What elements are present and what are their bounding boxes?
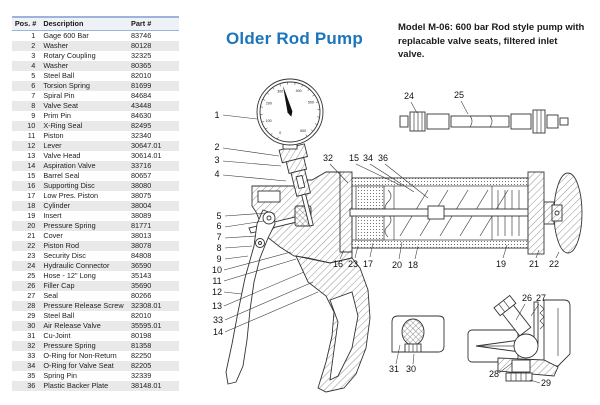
callout-label-1: 1 — [214, 110, 220, 120]
callout-leader — [225, 282, 313, 320]
dial-number: 0 — [279, 131, 282, 136]
callout-label-12: 12 — [211, 287, 223, 297]
page-title: Older Rod Pump — [226, 29, 363, 48]
part-number-cell: 82495 — [131, 121, 152, 130]
pos-cell: 9 — [31, 111, 36, 120]
callout-leader — [223, 175, 286, 181]
callout-leader — [225, 236, 256, 238]
description-cell: Valve Seat — [43, 101, 79, 110]
description-cell: Valve Head — [43, 151, 81, 160]
description-cell: Pressure Release Screw — [43, 301, 124, 310]
callout-label-26: 26 — [521, 293, 533, 303]
callout-label-10: 10 — [211, 265, 223, 275]
part-number-cell: 80198 — [131, 331, 152, 340]
part-number-cell: 84684 — [131, 91, 152, 100]
column-header: Pos. # — [12, 17, 41, 31]
description-cell: X-Ring Seal — [43, 121, 83, 130]
pos-cell: 13 — [27, 151, 36, 160]
callout-label-36: 36 — [377, 153, 389, 163]
description-cell: Torsion Spring — [43, 81, 90, 90]
callout-label-30: 30 — [405, 364, 417, 374]
hose-assembly — [400, 110, 568, 133]
dial-number: 500 — [307, 100, 314, 105]
description-cell: Rotary Coupling — [43, 51, 96, 60]
callout-leader — [223, 161, 281, 166]
piston-rod — [350, 209, 550, 216]
callout-leader — [224, 292, 242, 294]
part-number-cell: 80266 — [131, 291, 152, 300]
description-cell: Cu-Joint — [43, 331, 71, 340]
part-number-cell: 32325 — [131, 51, 152, 60]
callout-label-28: 28 — [488, 369, 500, 379]
description-cell: Steel Ball — [43, 311, 75, 320]
callout-label-24: 24 — [403, 91, 415, 101]
callout-label-18: 18 — [407, 260, 419, 270]
pos-cell: 10 — [27, 121, 36, 130]
description-cell: Barrel Seal — [43, 171, 80, 180]
part-number-cell: 35143 — [131, 271, 152, 280]
pos-cell: 36 — [27, 381, 36, 390]
pos-cell: 3 — [31, 51, 36, 60]
description-cell: Aspiration Valve — [43, 161, 96, 170]
pos-cell: 34 — [27, 361, 36, 370]
part-number-cell: 38148.01 — [131, 381, 162, 390]
callout-label-14: 14 — [212, 327, 224, 337]
callout-leader — [556, 252, 559, 258]
pos-cell: 21 — [27, 231, 36, 240]
part-number-cell: 82205 — [131, 361, 152, 370]
description-cell: Cover — [43, 231, 63, 240]
pos-cell: 15 — [27, 171, 36, 180]
pos-cell: 27 — [27, 291, 36, 300]
description-cell: Pressure Spring — [43, 341, 96, 350]
dial-number: 200 — [265, 101, 272, 106]
part-number-cell: 84808 — [131, 251, 152, 260]
part-number-cell: 33716 — [131, 161, 152, 170]
callout-leader — [225, 246, 252, 248]
callout-label-5: 5 — [216, 211, 222, 221]
part-number-cell: 38080 — [131, 181, 152, 190]
description-cell: Pressure Spring — [43, 221, 96, 230]
description-cell: Low Pres. Piston — [43, 191, 99, 200]
callout-leader — [411, 102, 417, 113]
part-number-cell: 38075 — [131, 191, 152, 200]
pos-cell: 26 — [27, 281, 36, 290]
pump-grip — [296, 256, 370, 392]
callout-leader — [461, 101, 468, 114]
steel-ball-detail — [514, 334, 538, 358]
callout-label-13: 13 — [211, 301, 223, 311]
part-number-cell: 36590 — [131, 261, 152, 270]
part-number-cell: 82010 — [131, 311, 152, 320]
pressure-gauge — [257, 79, 323, 149]
part-number-cell: 30614.01 — [131, 151, 162, 160]
pos-cell: 16 — [27, 181, 36, 190]
description-cell: Spiral Pin — [43, 91, 75, 100]
pos-cell: 6 — [31, 81, 36, 90]
description-cell: Hose - 12" Long — [43, 271, 96, 280]
pos-cell: 25 — [27, 271, 36, 280]
detail-valve-head — [468, 295, 570, 381]
pos-cell: 5 — [31, 71, 36, 80]
part-number-cell: 82250 — [131, 351, 152, 360]
description-cell: Lever — [43, 141, 62, 150]
pos-cell: 23 — [27, 251, 36, 260]
description-cell: Air Release Valve — [43, 321, 101, 330]
description-cell: Spring Pin — [43, 371, 77, 380]
part-number-cell: 83746 — [131, 31, 152, 40]
description-cell: O-Ring for Non-Return — [43, 351, 117, 360]
callout-label-16: 16 — [332, 259, 344, 269]
description-cell: Filler Cap — [43, 281, 75, 290]
pos-cell: 35 — [27, 371, 36, 380]
description-cell: Supporting Disc — [43, 181, 95, 190]
description-cell: Prim Pin — [43, 111, 71, 120]
part-number-cell: 81358 — [131, 341, 152, 350]
callout-label-6: 6 — [216, 221, 222, 231]
description-cell: Security Disc — [43, 251, 86, 260]
part-number-cell: 32308.01 — [131, 301, 162, 310]
callout-leader — [413, 354, 414, 364]
pos-cell: 12 — [27, 141, 36, 150]
callout-label-3: 3 — [214, 155, 220, 165]
callout-label-33: 33 — [212, 315, 224, 325]
callout-label-29: 29 — [540, 378, 552, 388]
callout-leader — [223, 148, 279, 156]
pos-cell: 4 — [31, 61, 36, 70]
dial-number: 100 — [265, 118, 272, 123]
part-number-cell: 30647.01 — [131, 141, 162, 150]
pos-cell: 29 — [27, 311, 36, 320]
callout-label-31: 31 — [388, 364, 400, 374]
pos-cell: 8 — [31, 101, 36, 110]
part-number-cell: 80128 — [131, 41, 152, 50]
part-number-cell: 80365 — [131, 61, 152, 70]
pos-cell: 33 — [27, 351, 36, 360]
description-cell: Insert — [43, 211, 62, 220]
description-cell: Gage 600 Bar — [43, 31, 89, 40]
callout-label-27: 27 — [535, 293, 547, 303]
callout-label-21: 21 — [528, 259, 540, 269]
pos-cell: 28 — [27, 301, 36, 310]
callout-label-4: 4 — [214, 169, 220, 179]
pos-cell: 7 — [31, 91, 36, 100]
part-number-cell: 43448 — [131, 101, 152, 110]
barrel — [338, 172, 554, 254]
callout-label-32: 32 — [322, 153, 334, 163]
callout-leader — [530, 380, 540, 383]
callout-label-9: 9 — [216, 254, 222, 264]
dial-number: 400 — [295, 88, 302, 93]
pos-cell: 1 — [31, 31, 36, 40]
pos-cell: 20 — [27, 221, 36, 230]
description-cell: Piston — [43, 131, 64, 140]
pos-cell: 31 — [27, 331, 36, 340]
dial-number: 300 — [277, 89, 284, 94]
description-cell: Washer — [43, 61, 69, 70]
description-cell: Hydraulic Connector — [43, 261, 110, 270]
part-number-cell: 38078 — [131, 241, 152, 250]
model-description: Model M-06: 600 bar Rod style pump with replacable valve seats, filtered inlet valve. — [398, 22, 585, 60]
column-header: Description — [41, 17, 129, 31]
part-number-cell: 35690 — [131, 281, 152, 290]
description-cell: Seal — [43, 291, 58, 300]
callout-label-17: 17 — [362, 259, 374, 269]
part-number-cell: 38013 — [131, 231, 152, 240]
callout-label-23: 23 — [347, 259, 359, 269]
part-number-cell: 38089 — [131, 211, 152, 220]
description-cell: Cylinder — [43, 201, 71, 210]
callout-label-22: 22 — [548, 259, 560, 269]
callout-label-15: 15 — [348, 153, 360, 163]
pos-cell: 30 — [27, 321, 36, 330]
air-release-knob — [402, 319, 424, 345]
t-handle — [552, 173, 582, 253]
part-number-cell: 81699 — [131, 81, 152, 90]
part-number-cell: 81771 — [131, 221, 152, 230]
callout-leader — [223, 115, 257, 119]
column-header: Part # — [129, 17, 179, 31]
description-cell: Washer — [43, 41, 69, 50]
callout-label-19: 19 — [495, 259, 507, 269]
pos-cell: 24 — [27, 261, 36, 270]
pos-cell: 11 — [27, 131, 36, 140]
part-number-cell: 80657 — [131, 171, 152, 180]
ribbed-plug — [506, 373, 532, 381]
callout-leader — [225, 256, 248, 259]
pos-cell: 2 — [31, 41, 36, 50]
description-cell: O-Ring for Valve Seat — [43, 361, 114, 370]
callout-label-11: 11 — [212, 276, 222, 286]
pos-cell: 32 — [27, 341, 36, 350]
pos-cell: 18 — [27, 201, 36, 210]
part-number-cell: 84630 — [131, 111, 152, 120]
callout-label-7: 7 — [216, 232, 222, 242]
pos-cell: 22 — [27, 241, 36, 250]
part-number-cell: 35595.01 — [131, 321, 162, 330]
part-number-cell: 32340 — [131, 131, 152, 140]
pos-cell: 19 — [27, 211, 36, 220]
pos-cell: 14 — [27, 161, 36, 170]
pos-cell: 17 — [27, 191, 36, 200]
callout-label-20: 20 — [391, 260, 403, 270]
callout-label-25: 25 — [453, 90, 465, 100]
callout-leader — [224, 259, 296, 281]
callout-label-34: 34 — [362, 153, 374, 163]
part-number-cell: 32339 — [131, 371, 152, 380]
filler-cap-port — [258, 191, 280, 202]
description-cell: Steel Ball — [43, 71, 75, 80]
part-number-cell: 38004 — [131, 201, 152, 210]
dial-number: 600 — [300, 129, 307, 134]
callout-label-2: 2 — [214, 142, 220, 152]
description-cell: Plastic Backer Plate — [43, 381, 109, 390]
barrel-end-cap — [528, 172, 544, 254]
description-cell: Piston Rod — [43, 241, 80, 250]
part-number-cell: 82010 — [131, 71, 152, 80]
callout-label-8: 8 — [216, 243, 222, 253]
